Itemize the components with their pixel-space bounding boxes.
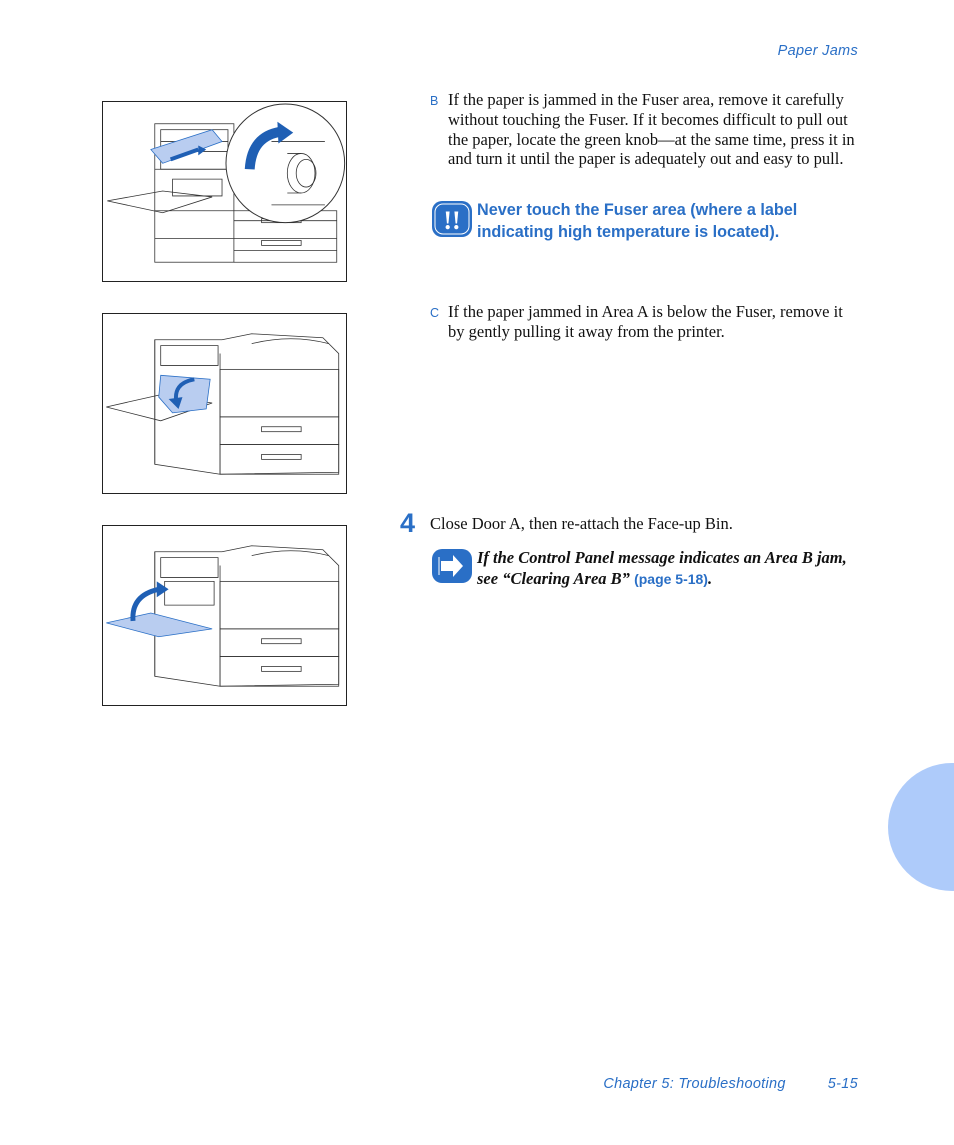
page-number: 5-15 (827, 1076, 858, 1092)
figure-fuser-jam (102, 101, 347, 282)
step-b (430, 90, 858, 169)
step-number: 4 (400, 508, 416, 538)
footer-chapter: Chapter 5: Troubleshooting (603, 1076, 786, 1092)
caution-icon (431, 199, 473, 239)
step-text: If the paper jammed in Area A is below the Fuser, remove it by gently pulling it away from the printer. (448, 302, 843, 341)
warning-text: Never touch the Fuser area (where a label indicating high temperature is located). (477, 201, 798, 241)
step-letter: C (430, 306, 440, 320)
step-letter: B (430, 94, 439, 108)
step-c (430, 302, 858, 342)
printer-fuser-illustration (103, 102, 346, 281)
running-header: Paper Jams (777, 43, 858, 59)
step-text: If the paper is jammed in the Fuser area, remove it carefully without touching the Fuser. If it becomes difficult to pull out the paper, locate the green knob—at the same time, press it in and turn it until the paper is adequately out and easy to pull. (448, 90, 855, 169)
step-text: Close Door A, then re-attach the Face-up Bin. (430, 514, 733, 533)
chapter-thumb-tab (888, 763, 954, 891)
page-link[interactable]: (page 5-18) (634, 571, 708, 587)
svg-text:!!: !! (443, 206, 461, 235)
figure-area-a-jam (102, 313, 347, 494)
arrow-note-icon (431, 547, 473, 585)
page-footer (603, 1076, 858, 1092)
tip-body: If the Control Panel message indicates an Area B jam, see “Clearing Area B” (477, 548, 847, 588)
tip-end: . (707, 569, 713, 588)
printer-close-door-illustration (103, 526, 346, 705)
printer-area-a-illustration (103, 314, 346, 493)
step-4 (430, 514, 858, 534)
tip-text (477, 547, 867, 590)
figure-close-door (102, 525, 347, 706)
